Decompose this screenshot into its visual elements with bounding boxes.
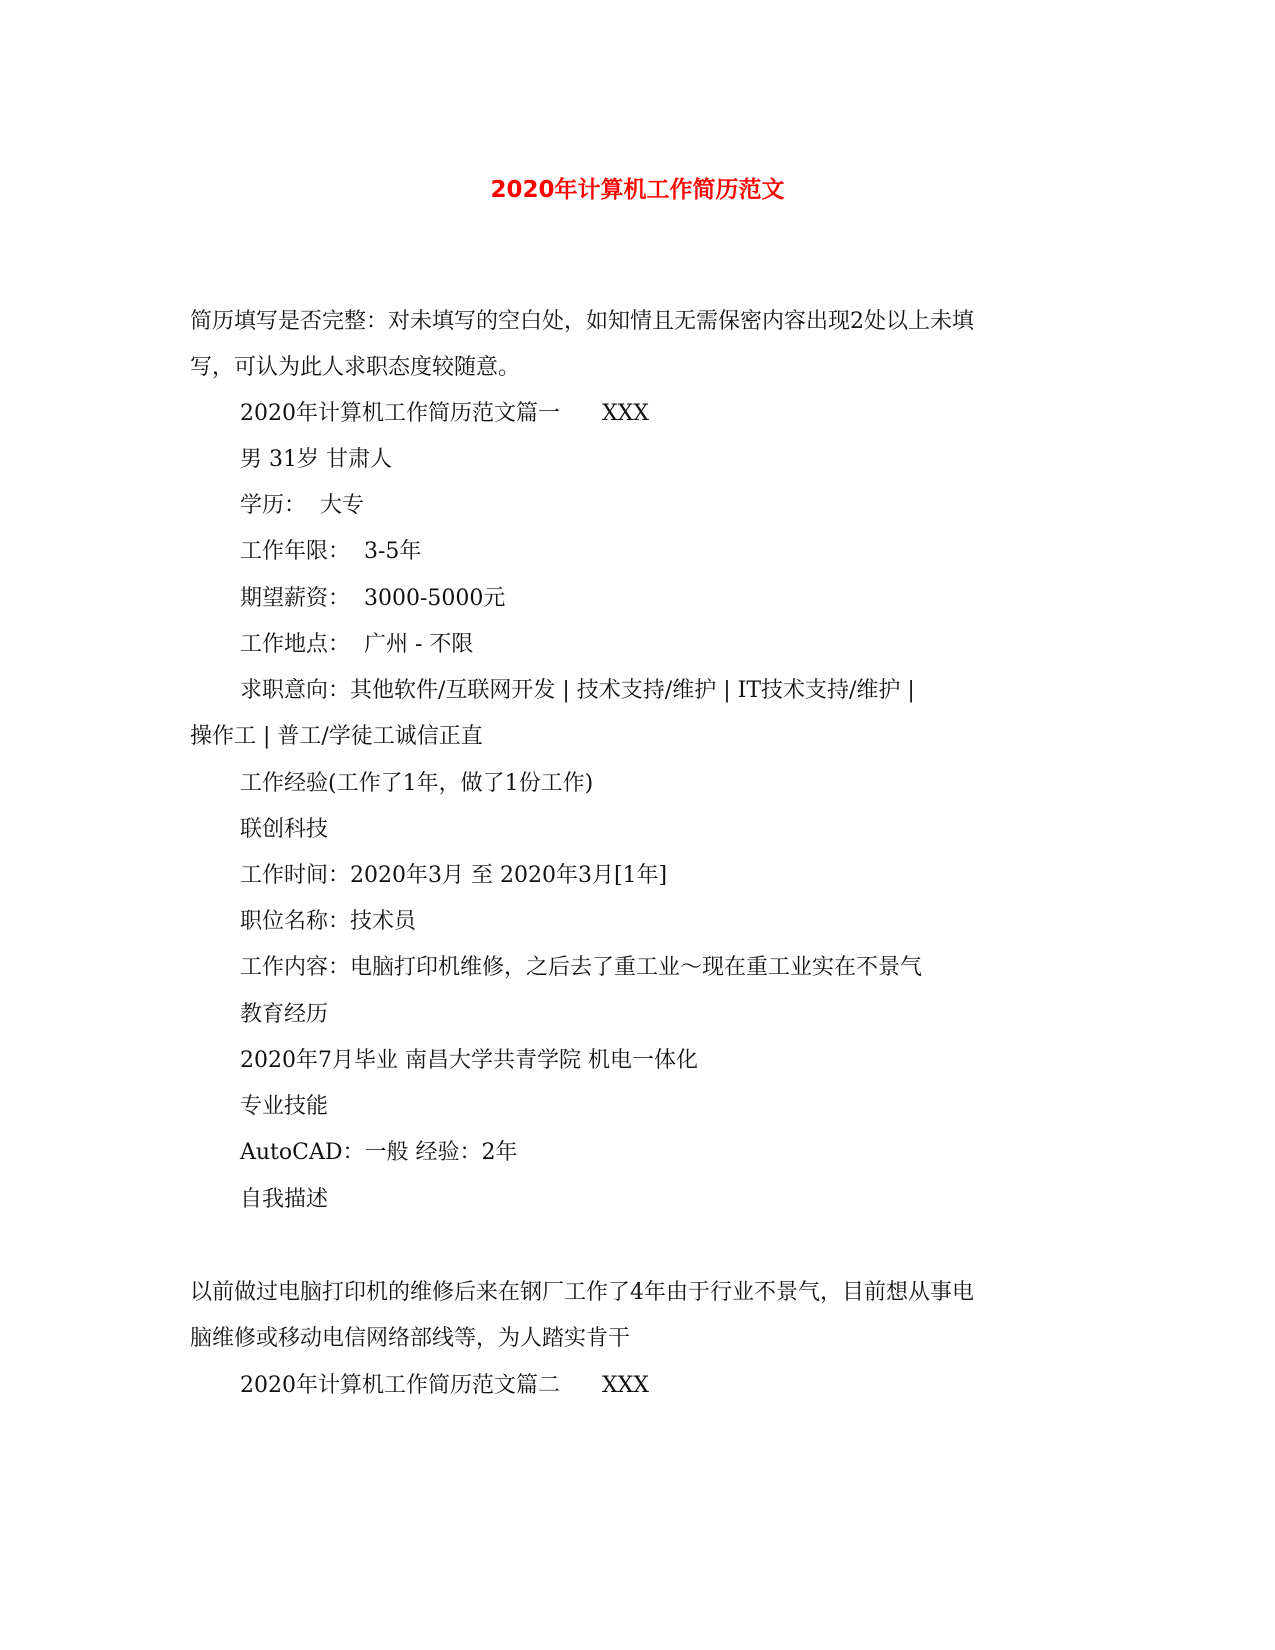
education-level: 学历： 大专 xyxy=(240,493,364,518)
work-content: 工作内容：电脑打印机维修，之后去了重工业～现在重工业实在不景气 xyxy=(240,955,923,980)
self-description-line-2: 脑维修或移动电信网络部线等，为人踏实肯干 xyxy=(190,1326,631,1351)
skill-autocad: AutoCAD：一般 经验：2年 xyxy=(240,1140,518,1165)
position-title: 职位名称：技术员 xyxy=(240,909,417,934)
self-description-heading: 自我描述 xyxy=(240,1187,329,1212)
work-location: 工作地点： 广州 - 不限 xyxy=(240,632,474,657)
basic-info: 男 31岁 甘肃人 xyxy=(240,447,392,472)
education-heading: 教育经历 xyxy=(240,1002,329,1027)
work-experience-heading: 工作经验(工作了1年，做了1份工作) xyxy=(240,771,594,796)
self-description-line-1: 以前做过电脑打印机的维修后来在钢厂工作了4年由于行业不景气，目前想从事电 xyxy=(190,1280,974,1305)
work-years: 工作年限： 3-5年 xyxy=(240,539,422,564)
resume-1-heading: 2020年计算机工作简历范文篇一 XXX xyxy=(240,401,649,426)
skills-heading: 专业技能 xyxy=(240,1094,329,1119)
job-intention-continued: 操作工 | 普工/学徒工诚信正直 xyxy=(190,724,483,749)
intro-line-2: 写，可认为此人求职态度较随意。 xyxy=(190,355,521,380)
company-name: 联创科技 xyxy=(240,817,329,842)
document-title: 2020年计算机工作简历范文 xyxy=(490,177,785,203)
work-period: 工作时间：2020年3月 至 2020年3月[1年] xyxy=(240,863,668,888)
education-detail: 2020年7月毕业 南昌大学共青学院 机电一体化 xyxy=(240,1048,698,1073)
resume-2-heading: 2020年计算机工作简历范文篇二 XXX xyxy=(240,1373,649,1398)
intro-line-1: 简历填写是否完整：对未填写的空白处，如知情且无需保密内容出现2处以上未填 xyxy=(190,309,974,334)
job-intention: 求职意向：其他软件/互联网开发 | 技术支持/维护 | IT技术支持/维护 | xyxy=(240,678,915,703)
expected-salary: 期望薪资： 3000-5000元 xyxy=(240,586,506,611)
